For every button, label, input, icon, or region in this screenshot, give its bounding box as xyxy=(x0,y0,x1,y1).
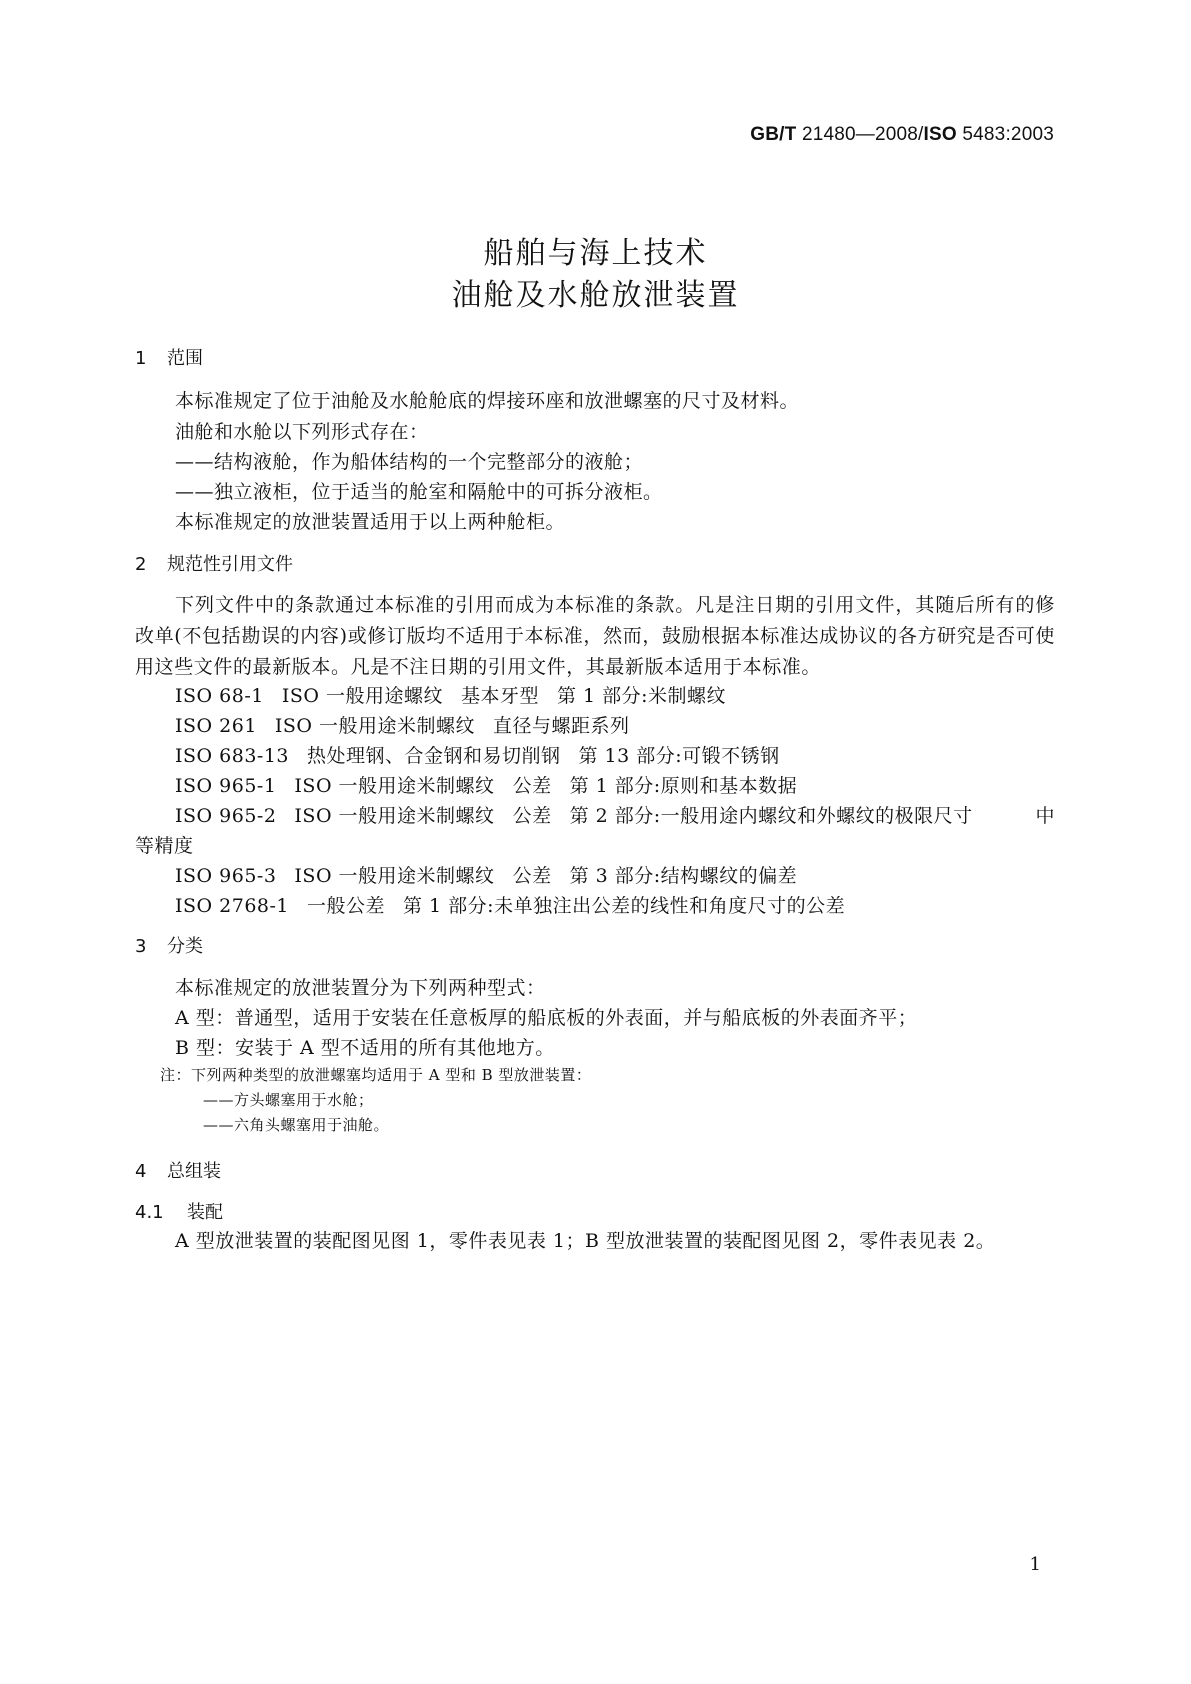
standard-code-part: GB/T xyxy=(750,124,797,145)
ref-title: 基本牙型 xyxy=(460,685,539,707)
ref-title: 热处理钢、合金钢和易切削钢 xyxy=(307,745,561,767)
ref-title: 公差 xyxy=(512,775,552,797)
section-3-heading xyxy=(135,932,203,958)
section-number: 3 xyxy=(135,936,147,957)
ref-title: 公差 xyxy=(512,805,552,827)
ref-title: ISO 一般用途米制螺纹 xyxy=(274,715,476,737)
paragraph: B 型：安装于 A 型不适用的所有其他地方。 xyxy=(175,1037,555,1059)
paragraph: A 型：普通型，适用于安装在任意板厚的船底板的外表面，并与船底板的外表面齐平； xyxy=(175,1007,918,1029)
reference-item xyxy=(175,741,780,768)
ref-title: ISO 一般用途米制螺纹 xyxy=(294,775,495,797)
reference-item xyxy=(175,801,1055,828)
paragraph: 油舱和水舱以下列形式存在： xyxy=(175,421,429,443)
document-title-line2: 油舱及水舱放泄装置 xyxy=(451,278,740,313)
section-title: 规范性引用文件 xyxy=(167,554,293,575)
reference-item xyxy=(175,891,845,918)
reference-item xyxy=(175,861,797,888)
reference-item xyxy=(175,771,797,798)
paragraph: A 型放泄装置的装配图见图 1，零件表见表 1；B 型放泄装置的装配图见图 2，零件表见表 2。 xyxy=(175,1230,996,1252)
ref-code: ISO 965-3 xyxy=(175,865,277,887)
ref-title: 第 1 部分:未单独注出公差的线性和角度尺寸的公差 xyxy=(403,895,846,917)
section-2-heading xyxy=(135,550,293,576)
section-title: 范围 xyxy=(167,348,203,369)
standard-code-part: 21480—2008/ xyxy=(801,124,924,145)
ref-title: ISO 一般用途米制螺纹 xyxy=(294,865,495,887)
section-4-heading xyxy=(135,1157,221,1183)
ref-title: 直径与螺距系列 xyxy=(493,715,630,737)
reference-item-continued: 等精度 xyxy=(135,835,194,857)
note-item: ——方头螺塞用于水舱； xyxy=(203,1091,374,1109)
paragraph: 本标准规定的放泄装置适用于以上两种舱柜。 xyxy=(175,511,566,533)
ref-title: 公差 xyxy=(512,865,552,887)
section-1-heading xyxy=(135,344,203,370)
section-title: 装配 xyxy=(187,1202,223,1223)
standard-code-part: 5483:2003 xyxy=(962,124,1054,145)
standard-code xyxy=(750,124,1054,146)
ref-code: ISO 68-1 xyxy=(175,685,264,707)
ref-title: 一般公差 xyxy=(307,895,386,917)
standard-code-part: ISO xyxy=(923,124,957,145)
section-title: 总组装 xyxy=(167,1161,221,1182)
section-title: 分类 xyxy=(167,936,203,957)
page-number: 1 xyxy=(1029,1554,1041,1575)
ref-code: ISO 261 xyxy=(175,715,257,737)
ref-title: ISO 一般用途米制螺纹 xyxy=(294,805,495,827)
list-item: ——独立液柜，位于适当的舱室和隔舱中的可拆分液柜。 xyxy=(175,481,663,503)
reference-item xyxy=(175,681,726,708)
paragraph: 本标准规定的放泄装置分为下列两种型式： xyxy=(175,977,546,999)
note-item: ——六角头螺塞用于油舱。 xyxy=(203,1116,390,1134)
paragraph: 下列文件中的条款通过本标准的引用而成为本标准的条款。凡是注日期的引用文件，其随后所有的修改单(不包括勘误的内容)或修订版均不适用于本标准，然而，鼓励根据本标准达成协议的各方研究是否可使用这些文件的最新版本。凡是不注日期的引用文件，其最新版本适用于本标准。 xyxy=(135,594,1055,678)
ref-title: 第 1 部分:原则和基本数据 xyxy=(569,775,798,797)
ref-code: ISO 965-2 xyxy=(175,805,277,827)
paragraph: 本标准规定了位于油舱及水舱舱底的焊接环座和放泄螺塞的尺寸及材料。 xyxy=(175,390,800,412)
ref-title: 第 13 部分:可锻不锈钢 xyxy=(578,745,780,767)
section-number: 4.1 xyxy=(135,1202,164,1223)
ref-title: 第 1 部分:米制螺纹 xyxy=(556,685,727,707)
ref-code: ISO 683-13 xyxy=(175,745,289,767)
reference-item xyxy=(175,711,630,738)
ref-code: ISO 965-1 xyxy=(175,775,277,797)
document-title-line1: 船舶与海上技术 xyxy=(483,236,708,271)
subsection-4-1-heading xyxy=(135,1198,223,1224)
section-number: 1 xyxy=(135,348,147,369)
note: 注：下列两种类型的放泄螺塞均适用于 A 型和 B 型放泄装置： xyxy=(160,1066,592,1084)
ref-code: ISO 2768-1 xyxy=(175,895,289,917)
section-number: 4 xyxy=(135,1161,147,1182)
list-item: ——结构液舱，作为船体结构的一个完整部分的液舱； xyxy=(175,451,644,473)
ref-title: 第 2 部分:一般用途内螺纹和外螺纹的极限尺寸 xyxy=(569,805,973,827)
section-number: 2 xyxy=(135,554,147,575)
ref-title: ISO 一般用途螺纹 xyxy=(281,685,443,707)
ref-title: 中 xyxy=(1035,805,1055,827)
ref-title: 第 3 部分:结构螺纹的偏差 xyxy=(569,865,798,887)
